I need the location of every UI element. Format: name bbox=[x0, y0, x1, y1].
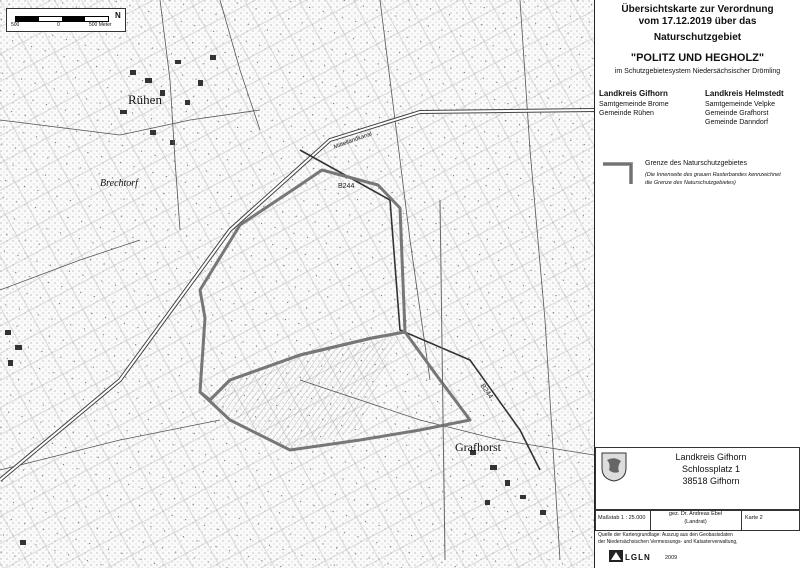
scale-tick-zero: 0 bbox=[57, 22, 60, 28]
road-label-b244-south: B244 bbox=[478, 382, 494, 401]
scale-tick-right: 500 Meter bbox=[89, 22, 112, 28]
district-helmstedt-line2: Gemeinde Grafhorst bbox=[705, 110, 769, 117]
source-year: 2009 bbox=[665, 555, 678, 561]
legend-note-2: die Grenze des Naturschutzgebietes) bbox=[645, 180, 736, 186]
coat-of-arms-icon bbox=[601, 452, 627, 482]
north-arrow-icon: N bbox=[115, 11, 121, 20]
place-grafhorst: Grafhorst bbox=[455, 440, 501, 454]
canal-label: Mittellandkanal bbox=[333, 131, 373, 151]
signature: gez. Dr. Andreas Ebel bbox=[668, 511, 723, 517]
source-line-1: Quelle der Kartengrundlage: Auszug aus den Geobasisdaten bbox=[598, 532, 733, 538]
authority-name: Landkreis Gifhorn bbox=[675, 452, 747, 462]
legend-label: Grenze des Naturschutzgebietes bbox=[645, 160, 747, 167]
district-helmstedt: Landkreis Helmstedt bbox=[705, 89, 784, 98]
sheet-number: Karte 2 bbox=[745, 515, 763, 521]
header-line1: Übersichtskarte zur Verordnung bbox=[621, 4, 774, 15]
boundary-legend-icon bbox=[603, 160, 637, 184]
authority-street: Schlossplatz 1 bbox=[681, 464, 741, 474]
legend-panel bbox=[595, 0, 800, 568]
scale-tick-left: 500 bbox=[11, 22, 20, 28]
district-gifhorn-line1: Samtgemeinde Brome bbox=[599, 101, 669, 108]
place-ruhen: Rühen bbox=[128, 92, 162, 107]
signature-role: (Landrat) bbox=[684, 519, 707, 525]
place-brechtorf: Brechtorf bbox=[100, 178, 138, 189]
district-gifhorn: Landkreis Gifhorn bbox=[599, 89, 668, 98]
map-scale: Maßstab 1 : 25.000 bbox=[598, 515, 646, 521]
reserve-subtitle: im Schutzgebietesystem Niedersächsischer Drömling bbox=[614, 68, 781, 75]
road-label-b244-north: B244 bbox=[338, 183, 355, 190]
district-helmstedt-line3: Gemeinde Danndorf bbox=[705, 119, 769, 126]
source-line-2: der Niedersächsischen Vermessungs- und Katasterverwaltung, bbox=[598, 539, 738, 545]
scale-bar bbox=[6, 8, 126, 32]
authority-city: 38518 Gifhorn bbox=[682, 476, 740, 486]
header-line2: vom 17.12.2019 über das bbox=[638, 16, 757, 27]
legend-note-1: (Die Innenseite des grauen Rasterbandes kennzeichnet bbox=[645, 172, 781, 178]
lgln-logo-icon bbox=[609, 550, 623, 562]
district-gifhorn-line2: Gemeinde Rühen bbox=[599, 110, 654, 117]
lgln-logo-text: LGLN bbox=[625, 553, 651, 562]
header-line3: Naturschutzgebiet bbox=[653, 32, 742, 43]
reserve-title: "POLITZ UND HEGHOLZ" bbox=[630, 52, 765, 64]
district-helmstedt-line1: Samtgemeinde Velpke bbox=[705, 101, 776, 108]
